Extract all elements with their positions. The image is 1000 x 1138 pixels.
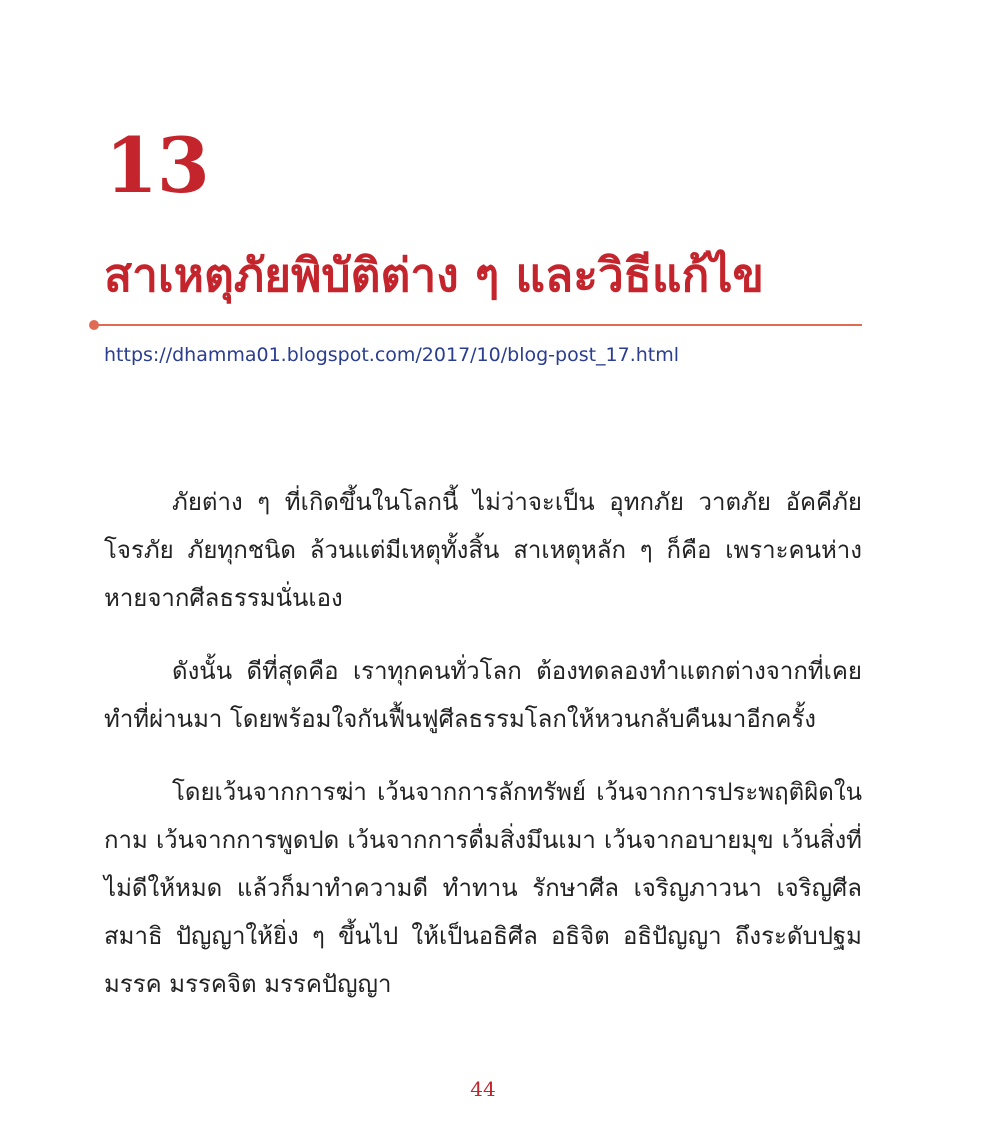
chapter-number: 13 <box>105 121 209 210</box>
body-text <box>104 478 862 1033</box>
divider-dot <box>89 320 99 330</box>
paragraph-1: ภัยต่าง ๆ ที่เกิดขึ้นในโลกนี้ ไม่ว่าจะเป็น อุทกภัย วาตภัย อัคคีภัย โจรภัย ภัยทุกชนิด ล้วนแต่มีเหตุทั้งสิ้น สาเหตุหลัก ๆ ก็คือ เพราะคนห่างหายจากศีลธรรมนั่นเอง <box>104 488 862 612</box>
chapter-title: สาเหตุภัยพิบัติต่าง ๆ และวิธีแก้ไข <box>104 248 764 302</box>
paragraph-2: ดังนั้น ดีที่สุดคือ เราทุกคนทั่วโลก ต้องทดลองทำแตกต่างจากที่เคยทำที่ผ่านมา โดยพร้อมใจกันฟื้นฟูศีลธรรมโลกให้หวนกลับคืนมาอีกครั้ง <box>104 657 862 733</box>
title-divider <box>94 324 862 326</box>
page-number: 44 <box>470 1077 496 1101</box>
paragraph-3: โดยเว้นจากการฆ่า เว้นจากการลักทรัพย์ เว้นจากการประพฤติผิดในกาม เว้นจากการพูดปด เว้นจากการดื่มสิ่งมึนเมา เว้นจากอบายมุข เว้นสิ่งที่ไม่ดีให้หมด แล้วก็มาทำความดี ทำทาน รักษาศีล เจริญภาวนา เจริญศีล สมาธิ ปัญญาให้ยิ่ง ๆ ขึ้นไป ให้เป็นอธิศีล อธิจิต อธิปัญญา ถึงระดับปฐมมรรค มรรคจิต มรรคปัญญา <box>104 778 862 998</box>
source-link[interactable]: https://dhamma01.blogspot.com/2017/10/blog-post_17.html <box>104 344 680 366</box>
